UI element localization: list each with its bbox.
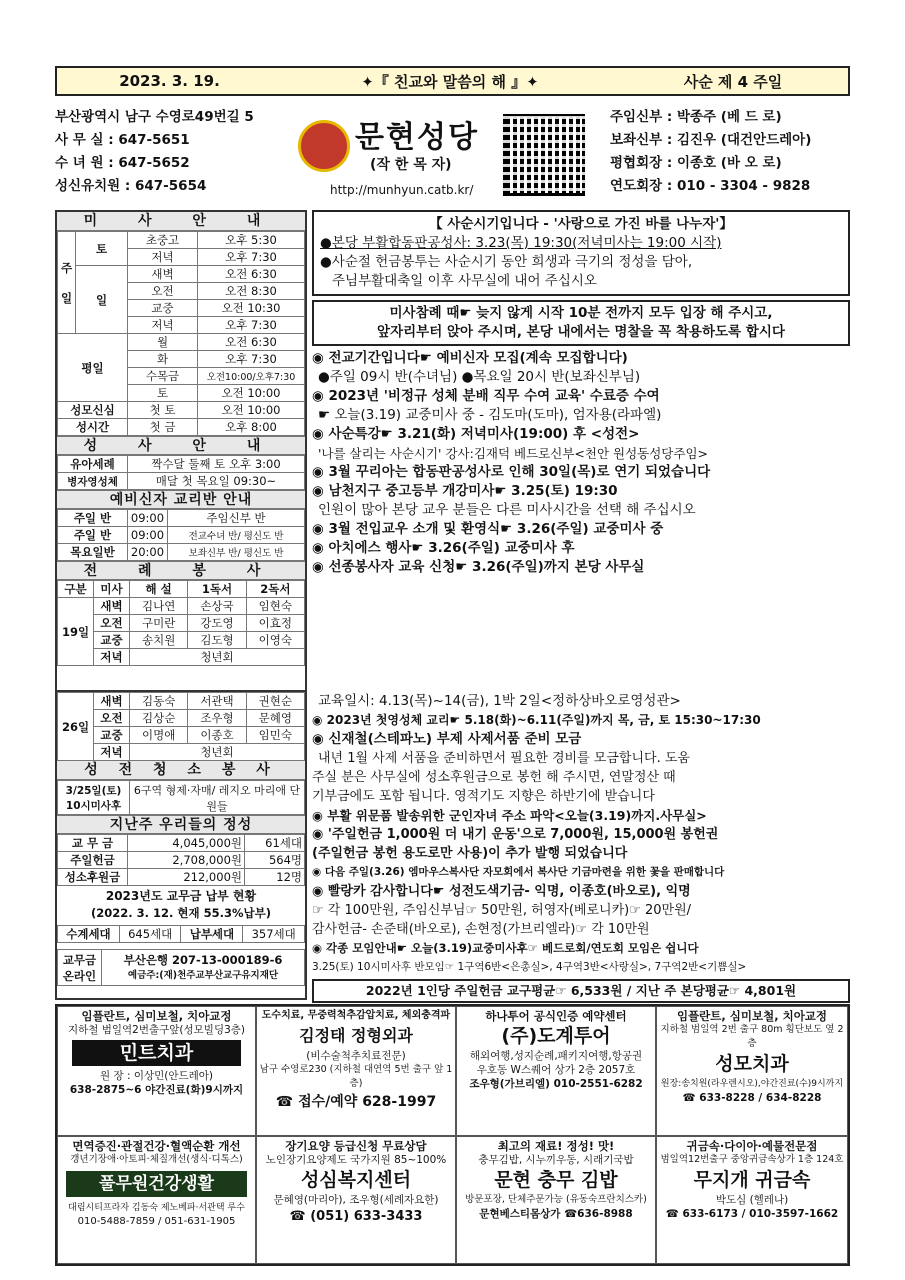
notices-panel (312, 210, 850, 692)
notice-item: ◉ 3월 전입교우 소개 및 환영식☛ 3.26(주일) 교중미사 중 (312, 521, 664, 537)
offering-average: 2022년 1인당 주일헌금 교구평균☞ 6,533원 / 지난 주 본당평균☞ 4,801원 (312, 979, 850, 1003)
lent-item-2: ●사순절 헌금봉투는 사순시기 동안 희생과 극기의 정성을 담아, (320, 254, 693, 270)
catechumen-table: 주일 반 09:00 주임신부 반 주일 반 09:00 전교수녀 반/ 평신도 반 목요일반 20:00 보좌신부 반/ 평신도 반 (57, 509, 305, 561)
notices-panel-lower (312, 692, 850, 1000)
header-bar (55, 66, 850, 96)
yeondo-president: 연도회장 : 010 - 3304 - 9828 (610, 178, 811, 194)
council-president: 평협회장 : 이종호 (바 오 로) (610, 155, 782, 171)
notice-item: 3.25(토) 10시미사후 반모임☞ 1구역6반<은총실>, 4구역3반<사랑실>, 7구역2반<기쁨실> (312, 961, 747, 973)
year-motto: ✦『 친교와 말씀의 해 』✦ (361, 72, 539, 91)
notice-item: '나를 살리는 사순시기' 강사:김재덕 베드로신부<천안 원성동성당주임> (318, 446, 708, 461)
ad-travel[interactable]: 하나투어 공식인증 예약센터 (주)도계투어 해외여행,성지순례,패키지여행,항공권 우호동 W스퀘어 상가 2층 2057호 조우형(가브리엘) 010-2551-6282 (456, 1006, 656, 1136)
notice-item: 주실 분은 사무실에 성소후원금으로 봉헌 해 주시면, 연말정산 때 (312, 770, 676, 785)
service-title: 전 례 봉 사 (57, 561, 305, 580)
church-seal-icon (298, 120, 350, 172)
tithe-status-sub: (2022. 3. 12. 현재 55.3%납부) (91, 906, 271, 920)
notice-item: ◉ 남천지구 중고등부 개강미사☛ 3.25(토) 19:30 (312, 483, 618, 499)
ad-pulmuone[interactable]: 면역증진·관절건강·혈액순환 개선 갱년기장애·아토피·체질개선(생식·디톡스) 풀무원건강생활 대림시티프라자 김동숙 제노베파·서관택 루수 010-5488-7859 / 051-631-1905 (57, 1136, 256, 1264)
notice-item: 기부금에도 포함 됩니다. 영적기도 지향은 하반기에 받습니다 (312, 789, 655, 804)
church-subtitle: (작 한 목 자) (370, 157, 452, 173)
online-table: 교무금 온라인 부산은행 207-13-000189-6 예금주:(재)천주교부산교구유지재단 (57, 949, 305, 986)
service-table-26: 26일 새벽 김동숙 서관택 권현순 오전 김상순 조우형 문혜영 교중 이명애 이종호 임민숙 저녁 청년회 (57, 692, 305, 761)
convent-phone: 수 녀 원 : 647-5652 (55, 155, 190, 171)
mass-table: 주 일 토 초중고 오후 5:30 저녁 오후 7:30 일 새벽 오전 6:30 오전 오전 8:30 교중 오전 10:30 저녁 오후 7:30 평일 월 오전 6:30 화 오후 7:30 수목금 오전10:00/오후7:30 토 오전 10:00 성모신심 첫 토 오전 10:00 성시간 첫 금 오후 8:00 (57, 231, 305, 436)
lent-item-1: ●본당 부활합동판공성사: 3.23(목) 19:30(저녁미사는 19:00 시작) (320, 235, 722, 251)
notice-item: ◉ 전교기간입니다☛ 예비신자 모집(계속 모집합니다) (312, 350, 628, 366)
ad-mint-dental[interactable]: 임플란트, 심미보철, 치아교정 지하철 범일역2번출구앞(성모빌딩3층) 민트치과 원 장 : 이상민(안드레아) 638-2875~6 야간진료(화)9시까지 (57, 1006, 256, 1136)
lent-title: 【 사순시기입니다 - '사랑으로 가진 바를 나누자'】 (429, 216, 733, 232)
church-name: 문현성당 (355, 120, 479, 155)
kindergarten-phone: 성신유치원 : 647-5654 (55, 178, 207, 194)
households-table: 수계세대 645세대 납부세대 357세대 (57, 925, 305, 943)
etiquette-box: 미사참례 때☛ 늦지 않게 시작 10분 전까지 모두 입장 해 주시고, 앞자리부터 앉아 주시며, 본당 내에서는 명찰을 꼭 착용하도록 합시다 (312, 300, 850, 346)
address: 부산광역시 남구 수영로49번길 5 (55, 109, 254, 125)
assistant-priest: 보좌신부 : 김진우 (대건안드레아) (610, 132, 812, 148)
mass-title: 미 사 안 내 (57, 212, 305, 231)
cleaning-title: 성 전 청 소 봉 사 (57, 761, 305, 780)
tithe-status-title: 2023년도 교무금 납부 현황 (105, 889, 257, 903)
ad-orthopedic[interactable]: 도수치료, 무중력척추감압치료, 체외충격파 김정태 정형외과 (비수술척추치료전문) 남구 수영로230 (지하철 대연역 5번 출구 앞 1층) ☎ 접수/예약 628-1997 (256, 1006, 456, 1136)
notice-item: ◉ 아치에스 행사☛ 3.26(주일) 교중미사 후 (312, 540, 575, 556)
notice-item: 교육일시: 4.13(목)~14(금), 1박 2일<정하상바오로영성관> (318, 693, 681, 709)
sacrament-title: 성 사 안 내 (57, 436, 305, 455)
notice-item: ☛ 오늘(3.19) 교중미사 중 - 김도마(도마), 엄자용(라파엘) (318, 407, 662, 423)
ad-seongmo-dental[interactable]: 임플란트, 심미보철, 치아교정 지하철 범일역 2번 출구 80m 횡단보도 옆 2층 성모치과 원장:송치원(라우렌시오),야간진료(수)9시까지 ☎ 633-8228 / 634-8228 (656, 1006, 848, 1136)
sacrament-table: 유아세례 짝수달 둘째 토 오후 3:00 병자영성체 매달 첫 목요일 09:30~ (57, 455, 305, 490)
catechumen-title: 예비신자 교리반 안내 (57, 490, 305, 509)
notice-item: ◉ 2023년 '비정규 성체 분배 직무 수여 교육' 수료증 수여 (312, 388, 660, 404)
notice-item: (주일헌금 봉헌 용도로만 사용)이 추가 발행 되었습니다 (312, 846, 628, 861)
church-url[interactable]: http://munhyun.catb.kr/ (330, 183, 474, 197)
notice-item: ◉ 신재철(스테파노) 부제 사제서품 준비 모금 (312, 731, 582, 747)
liturgical-sunday: 사순 제 4 주일 (683, 72, 783, 91)
notice-item: 감사헌금- 손준태(바오로), 손현정(가브리엘라)☞ 각 10만원 (312, 922, 650, 937)
notice-item: ●주일 09시 반(수녀님) ●목요일 20시 반(보좌신부님) (318, 369, 641, 385)
notice-item: ◉ 사순특강☛ 3.21(화) 저녁미사(19:00) 후 <성전> (312, 426, 640, 442)
pastor: 주임신부 : 박종주 (베 드 로) (610, 109, 782, 125)
notice-item: ◉ 부활 위문품 발송위한 군인자녀 주소 파악<오늘(3.19)까지.사무실> (312, 808, 707, 823)
notice-item: 인원이 많아 본당 교우 분들은 다른 미사시간을 선택 해 주십시오 (318, 502, 696, 518)
offering-table: 교 무 금 4,045,000원 61세대 주일헌금 2,708,000원 564명 성소후원금 212,000원 12명 (57, 834, 305, 886)
notice-item: ◉ 다음 주일(3.26) 엠마우스복사단 자모회에서 복사단 기금마련을 위한 꽃을 판매합니다 (312, 866, 725, 878)
notice-item: ◉ 선종봉사자 교육 신청☛ 3.26(주일)까지 본당 사무실 (312, 559, 645, 575)
office-phone: 사 무 실 : 647-5651 (55, 132, 190, 148)
ad-welfare-center[interactable]: 장기요양 등급신청 무료상담 노인장기요양제도 국가지원 85~100% 성심복지센터 문혜영(마리아), 조우형(세례자요한) ☎ (051) 633-3433 (256, 1136, 456, 1264)
notice-item: ◉ 빨랑카 감사합니다☛ 성전도색기금- 익명, 이종호(바오로), 익명 (312, 884, 691, 899)
notice-item: ◉ 3월 꾸리아는 합동판공성사로 인해 30일(목)로 연기 되었습니다 (312, 464, 711, 480)
lent-box (312, 210, 850, 296)
ad-gimbap[interactable]: 최고의 재료! 정성! 맛! 충무김밥, 시누끼우동, 시래기국밥 문현 충무 김밥 방문포장, 단체주문가능 (유동숙프란치스카) 문현베스티몸상가 ☎636-8988 (456, 1136, 656, 1264)
left-info-panel-lower (55, 692, 307, 1000)
cleaning-table: 3/25일(토) 10시미사후 6구역 형제·자매/ 레지오 마리애 단원들 (57, 780, 305, 815)
ad-jewelry[interactable]: 귀금속·다이아·예물전문점 범일역12번출구 중앙귀금속상가 1층 124호 무지개 귀금속 박도심 (헬레나) ☎ 633-6173 / 010-3597-1662 (656, 1136, 848, 1264)
left-info-panel (55, 210, 307, 692)
bulletin-date: 2023. 3. 19. (119, 72, 220, 90)
offering-title: 지난주 우리들의 정성 (57, 815, 305, 834)
lent-item-3: 주님부활대축일 이후 사무실에 내어 주십시오 (332, 273, 597, 289)
ads-section (55, 1004, 850, 1266)
notice-item: ☞ 각 100만원, 주임신부님☞ 50만원, 허영자(베로니카)☞ 20만원/ (312, 903, 692, 918)
notice-item: ◉ '주일헌금 1,000원 더 내기 운동'으로 7,000원, 15,000원 봉헌권 (312, 827, 719, 842)
notice-item: 내년 1월 사제 서품을 준비하면서 필요한 경비를 모금합니다. 도움 (318, 751, 690, 766)
service-table: 구분 미사 해 설 1독서 2독서 19일 새벽 김나연 손상국 임현숙 오전 구미란 강도영 이효정 교중 송치원 김도형 이영숙 저녁 청년회 (57, 580, 305, 666)
notice-item: ◉ 2023년 첫영성체 교리☛ 5.18(화)~6.11(주일)까지 목, 금, 토 15:30~17:30 (312, 713, 761, 727)
notice-item: ◉ 각종 모임안내☛ 오늘(3.19)교중미사후☞ 베드로회/연도회 모임은 쉽니다 (312, 941, 699, 955)
